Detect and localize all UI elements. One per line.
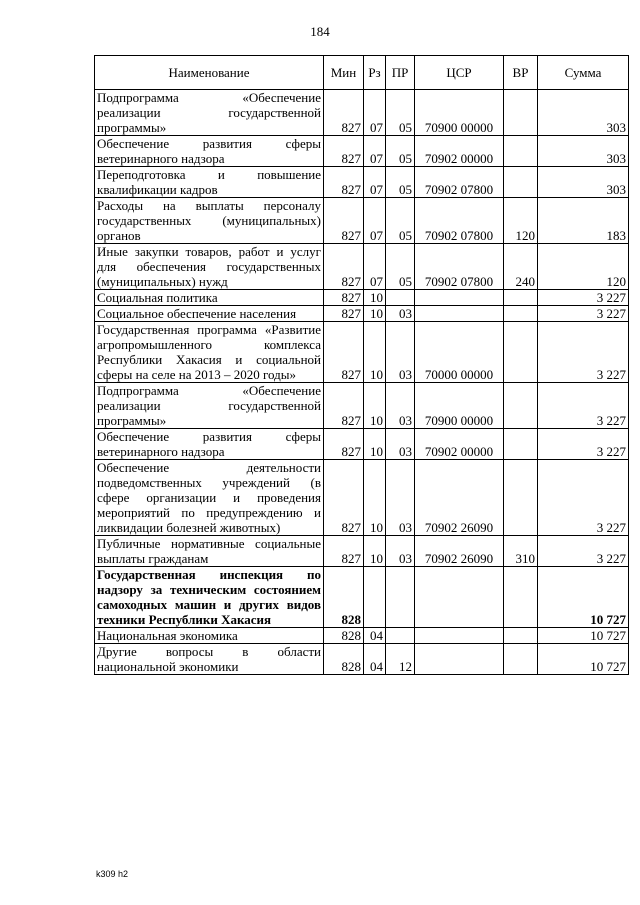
row-pr-cell [386, 290, 415, 306]
row-sum-cell: 10 727 [538, 644, 629, 675]
row-min-cell: 828 [324, 628, 364, 644]
header-vr: ВР [504, 56, 538, 90]
row-rz-cell: 07 [364, 90, 386, 136]
row-pr-cell: 03 [386, 460, 415, 536]
row-min-cell: 827 [324, 383, 364, 429]
row-sum-cell: 3 227 [538, 383, 629, 429]
table-row [95, 167, 629, 198]
row-pr-cell: 03 [386, 429, 415, 460]
row-pr-cell: 05 [386, 244, 415, 290]
row-csr-cell [415, 290, 504, 306]
table-row [95, 306, 629, 322]
row-sum-cell: 10 727 [538, 628, 629, 644]
row-min-cell: 827 [324, 290, 364, 306]
row-vr-cell [504, 90, 538, 136]
header-csr: ЦСР [415, 56, 504, 90]
row-name-cell: Обеспечение развития сферы ветеринарного надзора [95, 136, 324, 167]
row-rz-cell: 04 [364, 644, 386, 675]
row-vr-cell: 310 [504, 536, 538, 567]
table-body [95, 90, 629, 675]
row-vr-cell: 240 [504, 244, 538, 290]
table-row [95, 322, 629, 383]
row-name-cell: Социальное обеспечение населения [95, 306, 324, 322]
row-vr-cell [504, 322, 538, 383]
row-vr-cell: 120 [504, 198, 538, 244]
row-pr-cell: 03 [386, 383, 415, 429]
row-pr-cell [386, 628, 415, 644]
row-rz-cell: 10 [364, 383, 386, 429]
row-name-cell: Расходы на выплаты персоналу государственных (муниципальных) органов [95, 198, 324, 244]
row-rz-cell: 10 [364, 306, 386, 322]
row-pr-cell: 05 [386, 198, 415, 244]
row-csr-cell: 70900 00000 [415, 383, 504, 429]
table-row [95, 460, 629, 536]
row-name-cell: Другие вопросы в области национальной экономики [95, 644, 324, 675]
row-name-cell: Обеспечение развития сферы ветеринарного надзора [95, 429, 324, 460]
row-vr-cell [504, 290, 538, 306]
row-name-cell: Публичные нормативные социальные выплаты гражданам [95, 536, 324, 567]
row-rz-cell: 04 [364, 628, 386, 644]
row-min-cell: 827 [324, 136, 364, 167]
table-row [95, 429, 629, 460]
table-row [95, 567, 629, 628]
row-csr-cell: 70902 26090 [415, 460, 504, 536]
row-min-cell: 827 [324, 306, 364, 322]
row-name-cell: Подпрограмма «Обеспечение реализации государственной программы» [95, 90, 324, 136]
row-sum-cell: 303 [538, 90, 629, 136]
row-name-cell: Переподготовка и повышение квалификации кадров [95, 167, 324, 198]
row-sum-cell: 10 727 [538, 567, 629, 628]
row-rz-cell: 10 [364, 429, 386, 460]
header-row [95, 56, 629, 90]
table-row [95, 644, 629, 675]
row-pr-cell: 05 [386, 90, 415, 136]
row-sum-cell: 3 227 [538, 429, 629, 460]
row-rz-cell: 10 [364, 290, 386, 306]
row-csr-cell: 70902 07800 [415, 244, 504, 290]
row-min-cell: 827 [324, 460, 364, 536]
row-csr-cell: 70900 00000 [415, 90, 504, 136]
row-csr-cell [415, 306, 504, 322]
footer-code: k309 h2 [96, 869, 129, 879]
row-csr-cell: 70902 00000 [415, 429, 504, 460]
row-name-cell: Обеспечение деятельности подведомственных учреждений (в сфере организации и проведения мероприятий по предупреждению и ликвидации болезней животных) [95, 460, 324, 536]
row-csr-cell [415, 567, 504, 628]
row-rz-cell: 07 [364, 136, 386, 167]
row-sum-cell: 120 [538, 244, 629, 290]
row-min-cell: 828 [324, 644, 364, 675]
row-vr-cell [504, 644, 538, 675]
row-min-cell: 827 [324, 198, 364, 244]
row-rz-cell [364, 567, 386, 628]
row-rz-cell: 10 [364, 536, 386, 567]
table-row [95, 536, 629, 567]
row-rz-cell: 07 [364, 167, 386, 198]
table-row [95, 198, 629, 244]
row-min-cell: 827 [324, 429, 364, 460]
header-name: Наименование [95, 56, 324, 90]
table-row [95, 136, 629, 167]
row-csr-cell: 70000 00000 [415, 322, 504, 383]
row-csr-cell: 70902 07800 [415, 167, 504, 198]
row-vr-cell [504, 136, 538, 167]
row-csr-cell: 70902 26090 [415, 536, 504, 567]
header-pr: ПР [386, 56, 415, 90]
header-rz: Рз [364, 56, 386, 90]
row-min-cell: 827 [324, 322, 364, 383]
row-rz-cell: 07 [364, 198, 386, 244]
row-vr-cell [504, 306, 538, 322]
row-csr-cell [415, 644, 504, 675]
table-row [95, 290, 629, 306]
row-sum-cell: 3 227 [538, 536, 629, 567]
row-csr-cell: 70902 07800 [415, 198, 504, 244]
row-vr-cell [504, 429, 538, 460]
row-min-cell: 827 [324, 167, 364, 198]
row-vr-cell [504, 460, 538, 536]
row-name-cell: Социальная политика [95, 290, 324, 306]
row-rz-cell: 07 [364, 244, 386, 290]
row-pr-cell: 12 [386, 644, 415, 675]
row-sum-cell: 183 [538, 198, 629, 244]
header-min: Мин [324, 56, 364, 90]
row-csr-cell: 70902 00000 [415, 136, 504, 167]
header-sum: Сумма [538, 56, 629, 90]
row-sum-cell: 3 227 [538, 290, 629, 306]
row-name-cell: Государственная программа «Развитие агропромышленного комплекса Республики Хакасия и социальной сферы на селе на 2013 – 2020 годы» [95, 322, 324, 383]
row-pr-cell: 03 [386, 536, 415, 567]
row-rz-cell: 10 [364, 460, 386, 536]
row-sum-cell: 3 227 [538, 460, 629, 536]
row-name-cell: Подпрограмма «Обеспечение реализации государственной программы» [95, 383, 324, 429]
table-row [95, 628, 629, 644]
row-vr-cell [504, 567, 538, 628]
row-pr-cell: 03 [386, 306, 415, 322]
row-min-cell: 827 [324, 244, 364, 290]
table-row [95, 383, 629, 429]
row-vr-cell [504, 383, 538, 429]
row-name-cell: Национальная экономика [95, 628, 324, 644]
row-rz-cell: 10 [364, 322, 386, 383]
row-sum-cell: 303 [538, 167, 629, 198]
row-vr-cell [504, 628, 538, 644]
row-min-cell: 827 [324, 536, 364, 567]
row-pr-cell: 03 [386, 322, 415, 383]
row-pr-cell: 05 [386, 167, 415, 198]
row-pr-cell [386, 567, 415, 628]
row-name-cell: Иные закупки товаров, работ и услуг для обеспечения государственных (муниципальных) нужд [95, 244, 324, 290]
row-vr-cell [504, 167, 538, 198]
row-pr-cell: 05 [386, 136, 415, 167]
budget-table [94, 55, 629, 675]
table-row [95, 244, 629, 290]
row-min-cell: 828 [324, 567, 364, 628]
table-row [95, 90, 629, 136]
row-sum-cell: 3 227 [538, 306, 629, 322]
row-sum-cell: 3 227 [538, 322, 629, 383]
row-name-cell: Государственная инспекция по надзору за техническим состоянием самоходных машин и других видов техники Республики Хакасия [95, 567, 324, 628]
row-sum-cell: 303 [538, 136, 629, 167]
row-csr-cell [415, 628, 504, 644]
row-min-cell: 827 [324, 90, 364, 136]
page-number: 184 [310, 24, 330, 39]
